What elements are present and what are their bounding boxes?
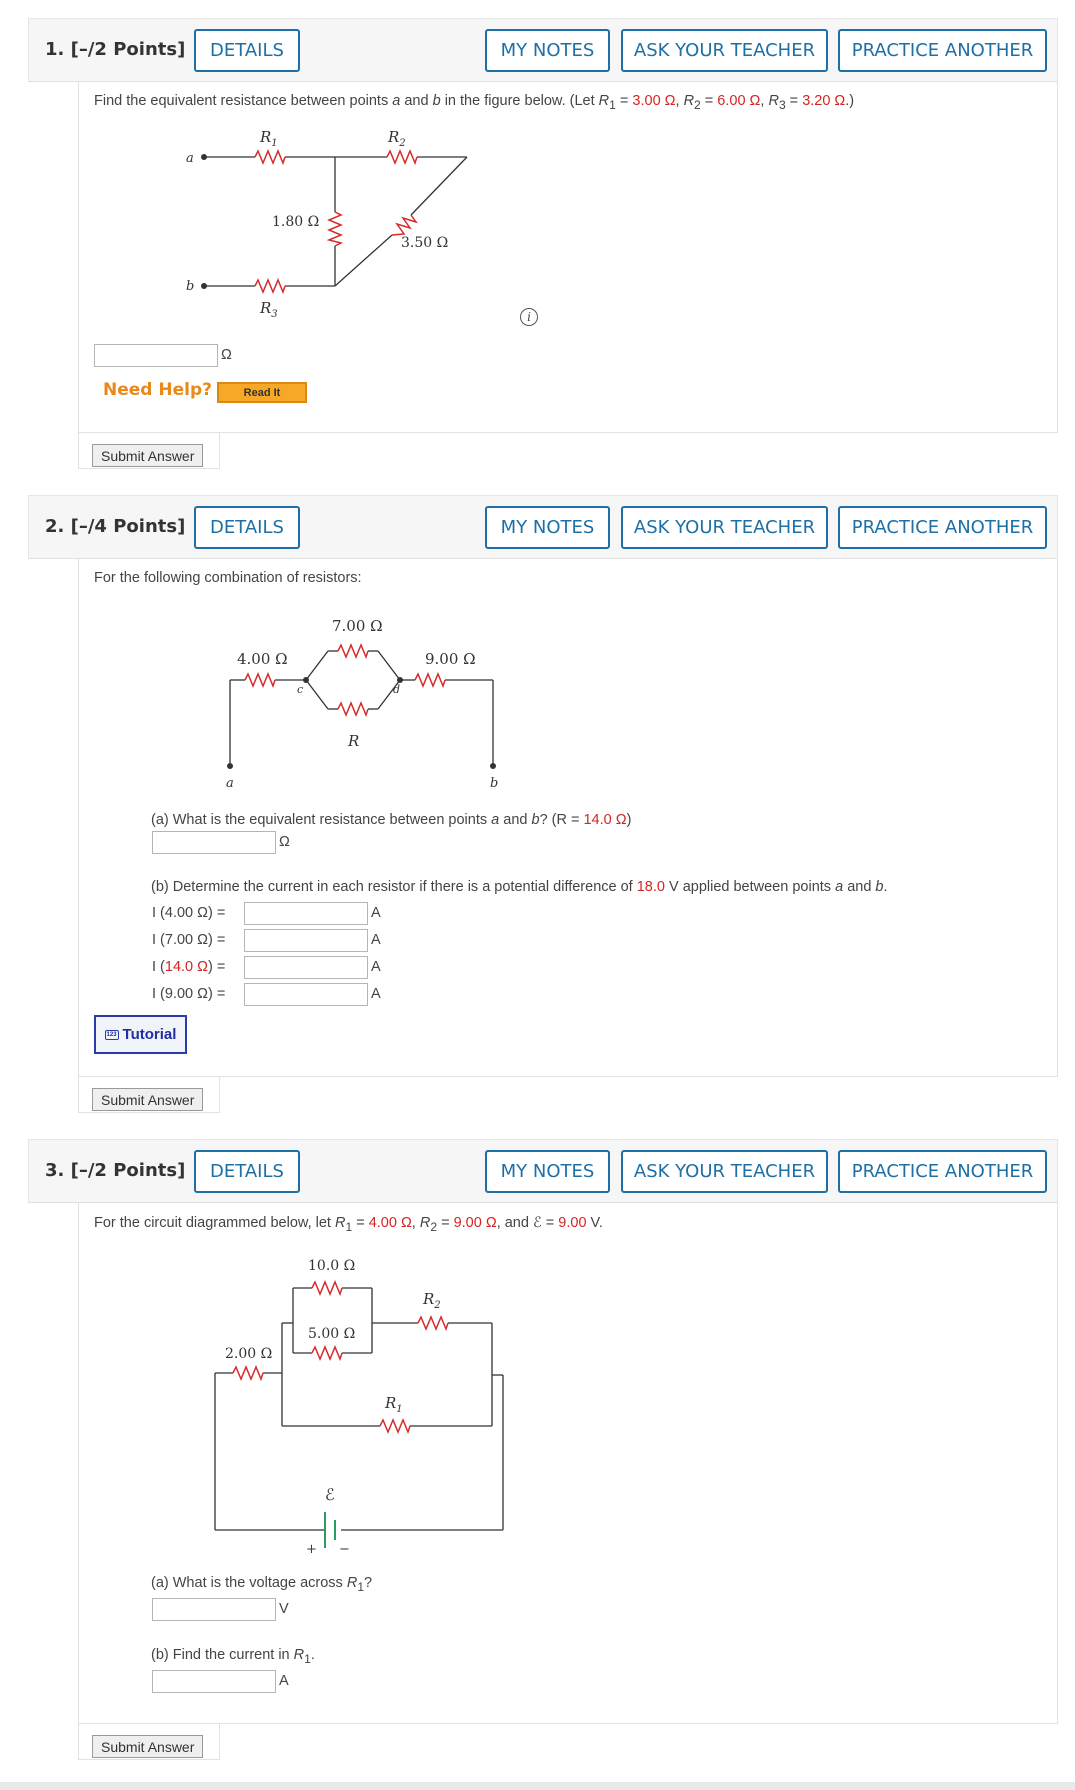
label-5-00-ohm: 5.00 Ω: [308, 1326, 356, 1342]
q2b-input-4ohm[interactable]: [244, 902, 368, 925]
label-3-50-ohm: 3.50 Ω: [401, 235, 449, 251]
label-d: d: [393, 683, 401, 696]
read-it-button[interactable]: Read It: [217, 382, 307, 403]
terminal-a: [227, 763, 233, 769]
need-help-label: Need Help?: [103, 380, 212, 400]
label-plus: +: [306, 1542, 317, 1557]
label-R: R: [348, 732, 360, 750]
question-3-title: 3. [–/2 Points]: [45, 1160, 186, 1181]
q2b-unit-9ohm: A: [371, 986, 381, 1002]
label-a: a: [186, 151, 194, 166]
q2b-unit-14ohm: A: [371, 959, 381, 975]
q2b-label-4ohm: I (4.00 Ω) =: [152, 905, 226, 921]
label-2-00-ohm: 2.00 Ω: [225, 1346, 273, 1362]
label-emf: ℰ: [325, 1485, 335, 1504]
details-button[interactable]: DETAILS: [194, 506, 300, 549]
question-3-prompt: For the circuit diagrammed below, let $R_1 = 4.00$ Ω, $R_2 = 9.00$ Ω, and ℰ = 9.00 V.: [94, 1215, 603, 1234]
submit-answer-button[interactable]: Submit Answer: [92, 1088, 203, 1111]
q2-part-b-question: (b) Determine the current in each resistor if there is a potential difference of 18.0 V applied between points a and b.: [151, 879, 888, 895]
ask-your-teacher-button[interactable]: ASK YOUR TEACHER: [621, 29, 828, 72]
my-notes-button[interactable]: MY NOTES: [485, 1150, 610, 1193]
q2b-label-7ohm: I (7.00 Ω) =: [152, 932, 226, 948]
label-b: b: [186, 279, 195, 294]
q2a-answer-input[interactable]: [152, 831, 276, 854]
question-2-title: 2. [–/4 Points]: [45, 516, 186, 537]
question-1-title: 1. [–/2 Points]: [45, 39, 186, 60]
submit-answer-button[interactable]: Submit Answer: [92, 1735, 203, 1758]
practice-another-button[interactable]: PRACTICE ANOTHER: [838, 29, 1047, 72]
details-button[interactable]: DETAILS: [194, 1150, 300, 1193]
info-icon[interactable]: i: [520, 308, 538, 326]
terminal-b: [490, 763, 496, 769]
label-a: a: [226, 776, 234, 791]
q2b-label-9ohm: I (9.00 Ω) =: [152, 986, 226, 1002]
q3b-answer-input[interactable]: [152, 1670, 276, 1693]
page-bottom-bar: [0, 1782, 1075, 1790]
label-b: b: [490, 776, 499, 791]
tutorial-icon: 123: [106, 1031, 117, 1038]
q3a-unit: V: [279, 1601, 289, 1617]
practice-another-button[interactable]: PRACTICE ANOTHER: [838, 506, 1047, 549]
q3a-answer-input[interactable]: [152, 1598, 276, 1621]
circuit-figure-2: [220, 610, 540, 790]
q2b-input-7ohm[interactable]: [244, 929, 368, 952]
label-c: c: [297, 683, 304, 696]
question-2-prompt: For the following combination of resistors:: [94, 570, 362, 586]
details-button[interactable]: DETAILS: [194, 29, 300, 72]
my-notes-button[interactable]: MY NOTES: [485, 506, 610, 549]
circuit-figure-3: [205, 1250, 525, 1570]
label-9-00-ohm: 9.00 Ω: [425, 650, 476, 668]
label-r2: $R_2$: [388, 128, 406, 149]
question-2-header: [28, 495, 1058, 559]
question-1-header: [28, 18, 1058, 82]
q2b-unit-4ohm: A: [371, 905, 381, 921]
my-notes-button[interactable]: MY NOTES: [485, 29, 610, 72]
q2b-unit-7ohm: A: [371, 932, 381, 948]
label-r1: $R_1$: [260, 128, 278, 149]
node-c: [303, 677, 309, 683]
q3-part-b-question: (b) Find the current in $R_1$.: [151, 1647, 315, 1666]
submit-answer-button[interactable]: Submit Answer: [92, 444, 203, 467]
question-3-header: [28, 1139, 1058, 1203]
circuit-figure-1: [180, 120, 480, 320]
tutorial-label: Tutorial: [122, 1026, 177, 1043]
tutorial-button[interactable]: [94, 1015, 187, 1054]
question-1-prompt: Find the equivalent resistance between points a and b in the figure below. (Let $R_1 = 3.00$ Ω, $R_2 = 6.00$ Ω, $R_3 = 3.20$ Ω.): [94, 93, 855, 112]
q2b-input-9ohm[interactable]: [244, 983, 368, 1006]
q2b-label-14ohm: I (14.0 Ω) =: [152, 959, 226, 975]
q3-part-a-question: (a) What is the voltage across $R_1$?: [151, 1575, 373, 1594]
q1-answer-input[interactable]: [94, 344, 218, 367]
practice-another-button[interactable]: PRACTICE ANOTHER: [838, 1150, 1047, 1193]
label-1-80-ohm: 1.80 Ω: [272, 214, 320, 230]
q2a-unit: Ω: [279, 834, 290, 850]
label-R1: $R_1$: [385, 1394, 403, 1415]
terminal-b: [201, 283, 207, 289]
q1-unit: Ω: [221, 347, 232, 363]
label-10-0-ohm: 10.0 Ω: [308, 1258, 356, 1274]
label-r3: $R_3$: [260, 299, 278, 320]
label-R2: $R_2$: [423, 1290, 441, 1311]
ask-your-teacher-button[interactable]: ASK YOUR TEACHER: [621, 506, 828, 549]
q2-part-a-question: (a) What is the equivalent resistance between points a and b? (R = 14.0 Ω): [151, 812, 632, 828]
q3b-unit: A: [279, 1673, 289, 1689]
label-7-00-ohm: 7.00 Ω: [332, 617, 383, 635]
q2b-input-14ohm[interactable]: [244, 956, 368, 979]
label-4-00-ohm: 4.00 Ω: [237, 650, 288, 668]
label-minus: −: [339, 1542, 350, 1557]
terminal-a: [201, 154, 207, 160]
ask-your-teacher-button[interactable]: ASK YOUR TEACHER: [621, 1150, 828, 1193]
